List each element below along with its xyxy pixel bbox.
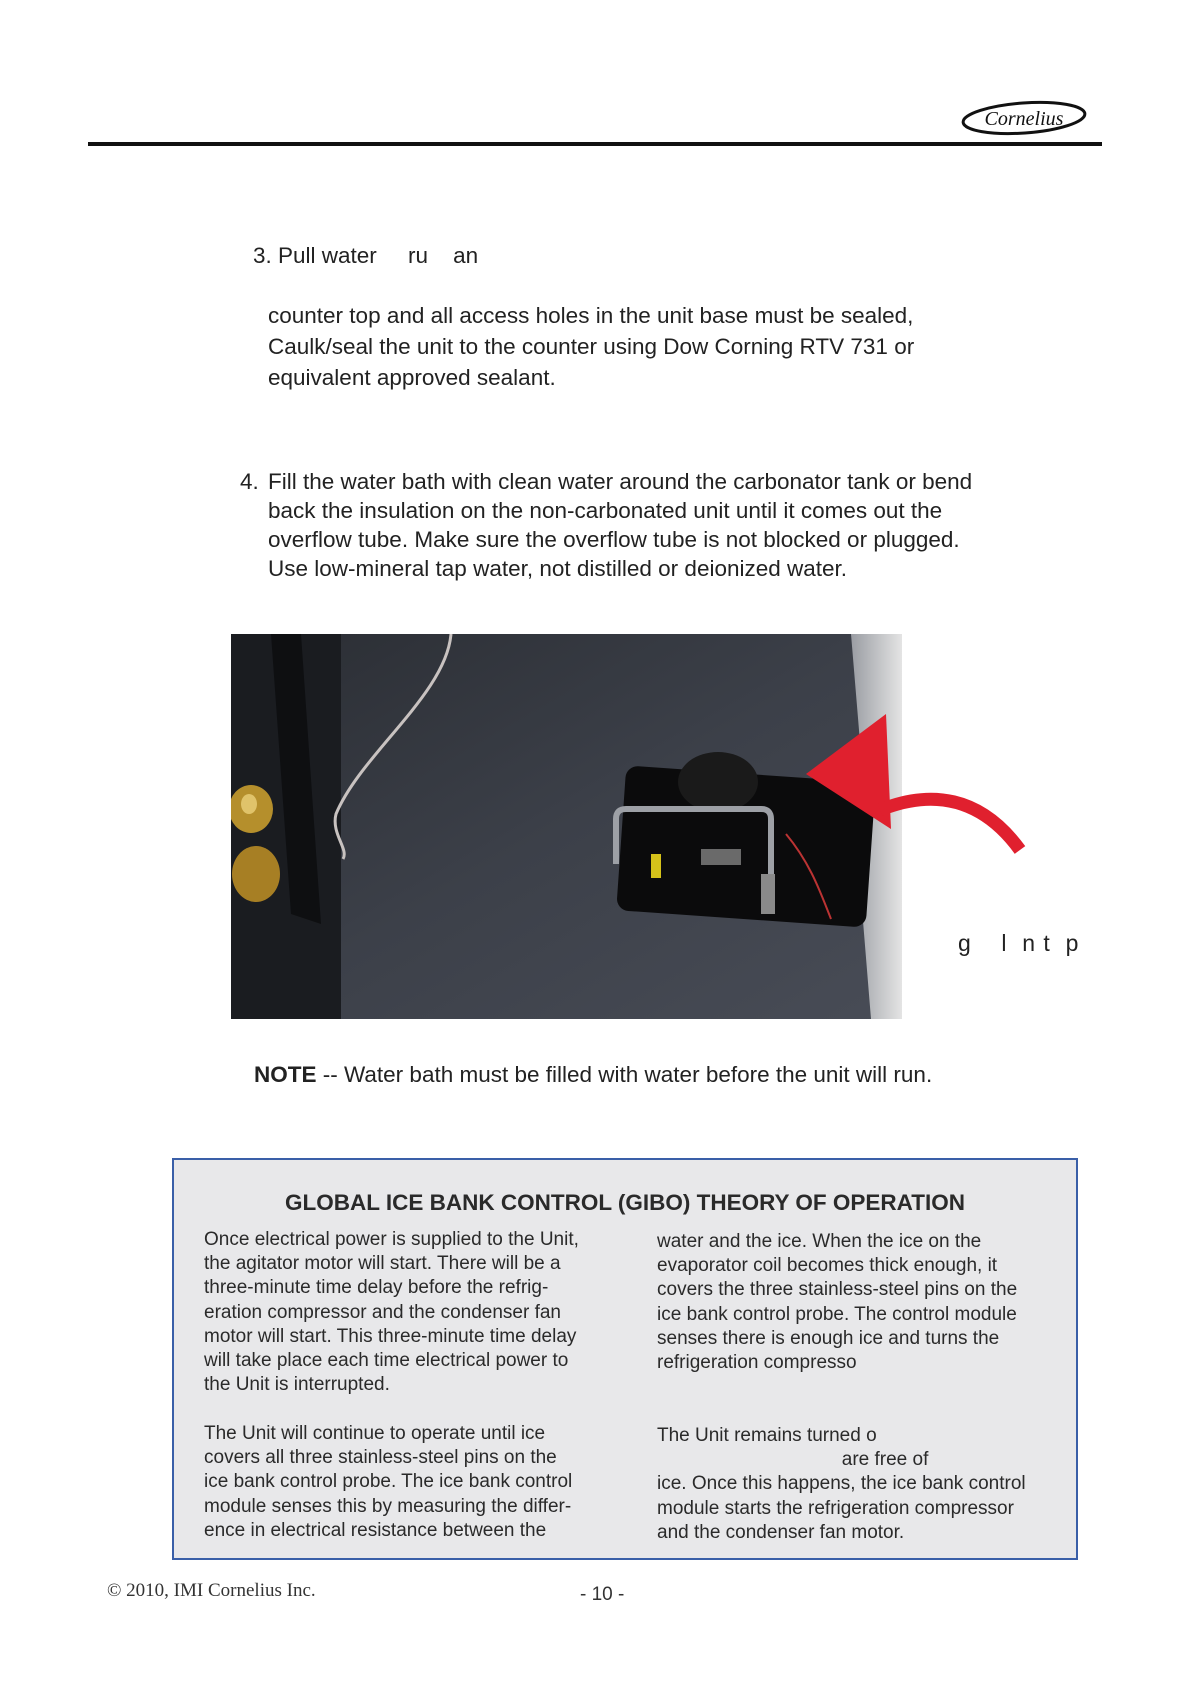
gibo-line: three-minute time delay before the refrig- — [204, 1277, 549, 1299]
gibo-col2-para1 — [657, 1230, 1017, 1375]
step-3-body — [268, 301, 1008, 394]
gibo-line: the agitator motor will start. There will be a — [204, 1253, 561, 1275]
gibo-line: are free of — [657, 1449, 929, 1471]
gibo-title: GLOBAL ICE BANK CONTROL (GIBO) THEORY OF OPERATION — [284, 1190, 965, 1215]
step-4 — [240, 467, 1100, 583]
step-4-line: overflow tube. Make sure the overflow tube is not blocked or plugged. — [268, 527, 960, 552]
gibo-line: water and the ice. When the ice on the — [657, 1231, 982, 1252]
step-3-line: counter top and all access holes in the unit base must be sealed, — [268, 303, 914, 328]
pointer-arrow-icon — [870, 790, 1030, 860]
header-rule — [88, 142, 1102, 146]
note — [254, 1062, 932, 1088]
gibo-line: covers the three stainless-steel pins on the — [657, 1279, 1018, 1301]
step-3-line: Caulk/seal the unit to the counter using Dow Corning RTV 731 or — [268, 334, 915, 359]
gibo-line: ice bank control probe. The control module — [657, 1303, 1017, 1325]
gibo-line: motor will start. This three-minute time delay — [204, 1325, 577, 1347]
gibo-line: The Unit remains turned o — [657, 1425, 877, 1446]
gibo-line: the Unit is interrupted. — [204, 1374, 390, 1396]
cornelius-logo — [960, 99, 1088, 137]
step-3-heading: 3. Pull water ru an — [253, 243, 479, 268]
step-4-number: 4. — [240, 469, 259, 494]
step-4-line: back the insulation on the non-carbonated unit until it comes out the — [268, 498, 943, 523]
water-bath-photo — [231, 634, 902, 1019]
gibo-line: ice. Once this happens, the ice bank control — [657, 1473, 1026, 1495]
gibo-line: The Unit will continue to operate until ice — [204, 1423, 546, 1444]
gibo-line: module senses this by measuring the differ- — [204, 1495, 572, 1517]
gibo-line: refrigeration compresso — [657, 1351, 857, 1373]
note-label: NOTE — [254, 1062, 317, 1087]
gibo-col1-para2 — [204, 1422, 572, 1543]
gibo-line: ence in electrical resistance between the — [204, 1519, 547, 1541]
step-4-line: Fill the water bath with clean water around the carbonator tank or bend — [268, 469, 973, 494]
gibo-line: will take place each time electrical power to — [204, 1349, 569, 1371]
gibo-line: module starts the refrigeration compressor — [657, 1497, 1014, 1519]
step-3-line: equivalent approved sealant. — [268, 365, 556, 390]
gibo-line: and the condenser fan motor. — [657, 1521, 905, 1543]
copyright: © 2010, IMI Cornelius Inc. — [107, 1580, 316, 1601]
logo-text: Cornelius — [984, 108, 1064, 130]
note-text: -- Water bath must be filled with water before the unit will run. — [316, 1062, 933, 1087]
gibo-line: covers all three stainless-steel pins on the — [204, 1447, 557, 1469]
gibo-line: Once electrical power is supplied to the Unit, — [204, 1229, 579, 1250]
gibo-line: ice bank control probe. The ice bank control — [204, 1471, 573, 1493]
step-4-line: Use low-mineral tap water, not distilled or deionized water. — [268, 556, 848, 581]
gibo-line: eration compressor and the condenser fan — [204, 1301, 561, 1323]
figure-caption: g l n t p — [958, 930, 1080, 956]
gibo-theory-box — [172, 1158, 1078, 1560]
gibo-col1-para1 — [204, 1228, 579, 1397]
gibo-line: evaporator coil becomes thick enough, it — [657, 1255, 998, 1277]
gibo-col2-para2 — [657, 1424, 1026, 1545]
gibo-line: senses there is enough ice and turns the — [657, 1327, 1000, 1349]
page-number: - 10 - — [580, 1584, 625, 1605]
